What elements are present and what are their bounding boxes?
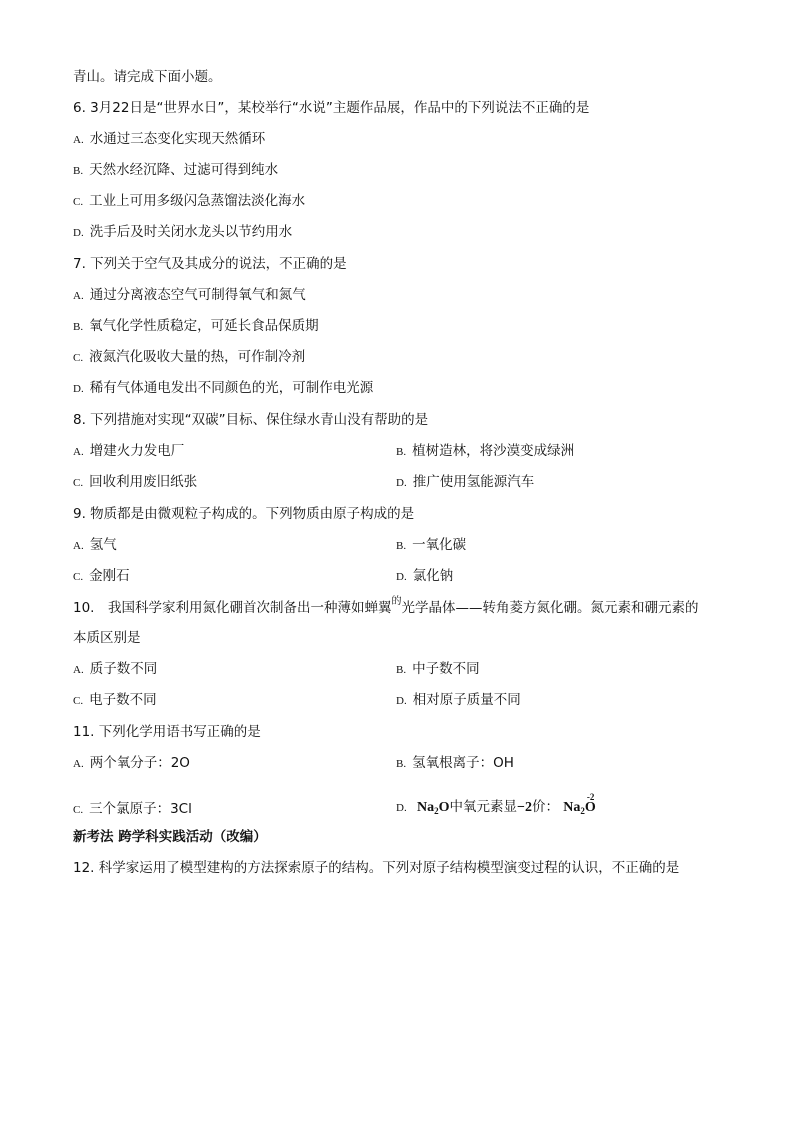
option-text: 一氧化碳 bbox=[412, 537, 467, 553]
q9-option-b bbox=[396, 535, 466, 556]
formula-element-o: O bbox=[438, 800, 450, 815]
formula-subscript: 2 bbox=[580, 806, 585, 816]
q7-option-c bbox=[73, 347, 305, 368]
q8-option-a bbox=[73, 441, 184, 462]
option-label: C. bbox=[73, 804, 84, 816]
option-text: 稀有气体通电发出不同颜色的光，可制作电光源 bbox=[89, 380, 374, 396]
option-label: B. bbox=[73, 321, 84, 333]
formula-na2o-with-valence bbox=[563, 792, 596, 816]
q7-stem: 7. 下列关于空气及其成分的说法，不正确的是 bbox=[73, 256, 347, 272]
option-text: 氯化钠 bbox=[412, 568, 454, 584]
q8-option-b bbox=[396, 441, 574, 462]
option-text: 质子数不同 bbox=[89, 661, 158, 677]
valence-value: −2 bbox=[517, 800, 532, 815]
q6-stem: 6. 3月22日是“世界水日”，某校举行“水说”主题作品展，作品中的下列说法不正确的是 bbox=[73, 100, 590, 116]
option-label: A. bbox=[73, 758, 84, 770]
option-label: B. bbox=[396, 664, 407, 676]
option-text: 氢氧根离子：OH bbox=[412, 755, 514, 771]
option-label: D. bbox=[73, 383, 84, 395]
option-label: B. bbox=[73, 165, 84, 177]
formula-subscript: 2 bbox=[434, 806, 439, 816]
option-text: 两个氧分子：2O bbox=[89, 755, 190, 771]
q10-stem-sup: 的 bbox=[391, 596, 402, 607]
option-text: 增建火力发电厂 bbox=[89, 443, 185, 459]
option-label: C. bbox=[73, 196, 84, 208]
q11-option-c bbox=[73, 799, 192, 820]
section-header: 新考法 跨学科实践活动（改编） bbox=[73, 829, 267, 845]
option-text: 氧气化学性质稳定，可延长食品保质期 bbox=[89, 318, 319, 334]
option-label: D. bbox=[73, 227, 84, 239]
option-text-end: 价： bbox=[532, 799, 559, 815]
option-label: A. bbox=[73, 664, 84, 676]
q12-stem: 12. 科学家运用了模型建构的方法探索原子的结构。下列对原子结构模型演变过程的认识，不正确的是 bbox=[73, 860, 680, 876]
q11-option-b bbox=[396, 753, 514, 774]
option-text: 植树造林，将沙漠变成绿洲 bbox=[412, 443, 575, 459]
option-text: 三个氯原子：3Cl bbox=[89, 801, 192, 817]
valence-mark: -2 bbox=[586, 792, 595, 802]
option-text: 相对原子质量不同 bbox=[412, 692, 521, 708]
option-label: B. bbox=[396, 758, 407, 770]
option-text: 水通过三态变化实现天然循环 bbox=[89, 131, 266, 147]
option-label: A. bbox=[73, 290, 84, 302]
q8-stem: 8. 下列措施对实现“双碳”目标、保住绿水青山没有帮助的是 bbox=[73, 412, 429, 428]
option-label: A. bbox=[73, 446, 84, 458]
q10-stem-line2: 本质区别是 bbox=[73, 630, 141, 646]
option-label: C. bbox=[73, 695, 84, 707]
option-label: B. bbox=[396, 446, 407, 458]
formula-element-na: Na bbox=[417, 800, 435, 815]
option-label: C. bbox=[73, 571, 84, 583]
formula-na2o bbox=[417, 800, 450, 815]
q9-option-a bbox=[73, 535, 117, 556]
option-text: 回收利用废旧纸张 bbox=[89, 474, 198, 490]
option-label: C. bbox=[73, 352, 84, 364]
option-label: B. bbox=[396, 540, 407, 552]
option-label: C. bbox=[73, 477, 84, 489]
q9-option-c bbox=[73, 566, 130, 587]
option-label: D. bbox=[396, 477, 407, 489]
q6-option-b bbox=[73, 160, 278, 181]
option-text: 工业上可用多级闪急蒸馏法淡化海水 bbox=[89, 193, 306, 209]
option-text: 液氮汽化吸收大量的热，可作制冷剂 bbox=[89, 349, 306, 365]
option-label: A. bbox=[73, 540, 84, 552]
q11-option-d bbox=[396, 794, 596, 824]
q7-option-d bbox=[73, 378, 373, 399]
intro-tail: 青山。请完成下面小题。 bbox=[73, 69, 222, 85]
option-text: 电子数不同 bbox=[89, 692, 157, 708]
q9-stem: 9. 物质都是由微观粒子构成的。下列物质由原子构成的是 bbox=[73, 506, 415, 522]
q10-option-c bbox=[73, 690, 157, 711]
option-label: A. bbox=[73, 134, 84, 146]
q11-stem: 11. 下列化学用语书写正确的是 bbox=[73, 724, 261, 740]
option-text: 通过分离液态空气可制得氧气和氮气 bbox=[89, 287, 306, 303]
q10-option-d bbox=[396, 690, 521, 711]
q7-option-a bbox=[73, 285, 306, 306]
q7-option-b bbox=[73, 316, 319, 337]
option-text: 洗手后及时关闭水龙头以节约用水 bbox=[89, 224, 293, 240]
q10-option-a bbox=[73, 659, 157, 680]
option-text: 推广使用氢能源汽车 bbox=[412, 474, 535, 490]
option-text: 中子数不同 bbox=[412, 661, 480, 677]
q8-option-c bbox=[73, 472, 197, 493]
option-text: 金刚石 bbox=[89, 568, 130, 584]
q6-option-a bbox=[73, 129, 265, 150]
q10-stem bbox=[73, 598, 698, 620]
q10-stem-part2: 光学晶体——转角菱方氮化硼。氮元素和硼元素的 bbox=[401, 600, 699, 616]
q6-option-d bbox=[73, 222, 292, 243]
option-text: 天然水经沉降、过滤可得到纯水 bbox=[89, 162, 279, 178]
option-label: D. bbox=[396, 571, 407, 583]
q10-stem-part1: 10. 我国科学家利用氮化硼首次制备出一种薄如蝉翼 bbox=[73, 600, 392, 616]
option-label: D. bbox=[396, 695, 407, 707]
formula-element-na: Na bbox=[563, 800, 581, 815]
option-label: D. bbox=[396, 802, 407, 814]
q6-option-c bbox=[73, 191, 305, 212]
q11-option-a bbox=[73, 753, 190, 774]
formula-element-o: O bbox=[584, 800, 596, 815]
q8-option-d bbox=[396, 472, 534, 493]
option-text-mid: 中氧元素显 bbox=[449, 799, 518, 815]
q9-option-d bbox=[396, 566, 453, 587]
option-text: 氢气 bbox=[89, 537, 117, 553]
q10-option-b bbox=[396, 659, 480, 680]
